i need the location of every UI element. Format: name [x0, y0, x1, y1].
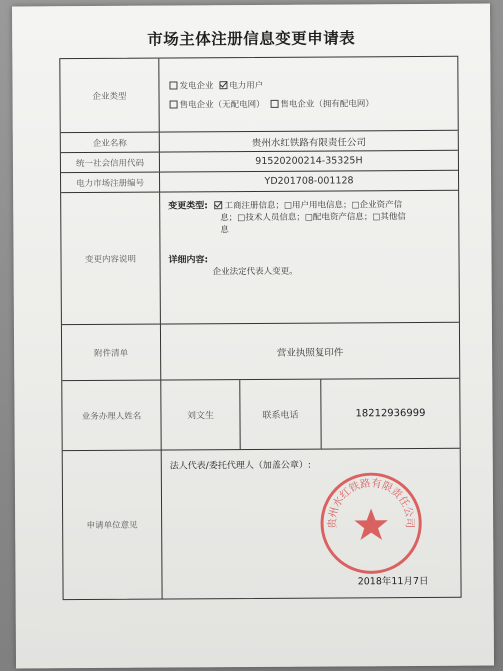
seal-star-icon: [354, 508, 388, 540]
form-table: [59, 56, 461, 600]
label-enterprise-type: 企业类型: [60, 59, 159, 133]
value-enterprise-name: 贵州水红铁路有限责任公司: [251, 136, 366, 149]
phone-value: 18212936999: [355, 407, 426, 420]
application-date: 2018年11月7日: [357, 575, 429, 588]
checkbox-business-reg[interactable]: [214, 201, 222, 209]
detail-label: 详细内容:: [168, 255, 209, 266]
checkbox-retail-grid[interactable]: [270, 99, 278, 107]
value-enterprise-type: [159, 57, 457, 132]
row-enterprise-type: [60, 57, 457, 133]
company-seal-stamp: [317, 469, 426, 578]
agent-name: 刘文生: [161, 380, 240, 449]
value-change-content: [160, 191, 459, 324]
change-type-line-2: 息；□技术人员信息；□配电资产信息；□其他信: [220, 212, 406, 224]
row-opinion: [63, 449, 461, 599]
row-enterprise-name: [61, 131, 458, 153]
value-attachments: 营业执照复印件: [276, 346, 344, 359]
change-type-line-3: 息: [220, 225, 229, 236]
change-type-line-1: 变更类型: 工商注册信息；□用户用电信息；□企业资产信: [168, 200, 403, 212]
signer-label: 法人代表/委托代理人（加盖公章）:: [169, 460, 311, 472]
checkbox-power-user[interactable]: [219, 81, 227, 89]
label-opinion: 申请单位意见: [63, 451, 163, 600]
type-line-1: 发电企业 电力用户: [169, 78, 447, 92]
value-registration-no: YD201708-001128: [264, 175, 354, 187]
value-opinion: [162, 449, 461, 599]
label-agent: 业务办理人姓名: [62, 381, 161, 451]
label-registration-no: 电力市场注册编号: [61, 173, 160, 193]
detail-value: 企业法定代表人变更。: [212, 266, 298, 278]
row-change-content: [61, 191, 459, 325]
row-attachments: [62, 323, 459, 381]
form-title: 市场主体注册信息变更申请表: [147, 29, 356, 49]
value-credit-code: 91520200214-35325H: [255, 155, 363, 167]
row-credit-code: [61, 151, 458, 173]
paper-sheet: [12, 4, 494, 669]
checkbox-retail-no-grid[interactable]: [170, 100, 178, 108]
label-enterprise-name: 企业名称: [61, 133, 160, 153]
label-credit-code: 统一社会信用代码: [61, 153, 160, 173]
checkbox-power-gen[interactable]: [169, 81, 177, 89]
seal-text: 贵州水红铁路有限责任公司: [326, 477, 416, 529]
phone-label: 联系电话: [240, 380, 321, 449]
type-line-2: 售电企业（无配电网） 售电企业（拥有配电网）: [170, 97, 448, 111]
label-attachments: 附件清单: [62, 325, 161, 381]
value-agent: [161, 379, 459, 450]
label-change-content: 变更内容说明: [61, 193, 161, 325]
row-registration-no: [61, 171, 458, 193]
row-agent: [62, 379, 459, 451]
